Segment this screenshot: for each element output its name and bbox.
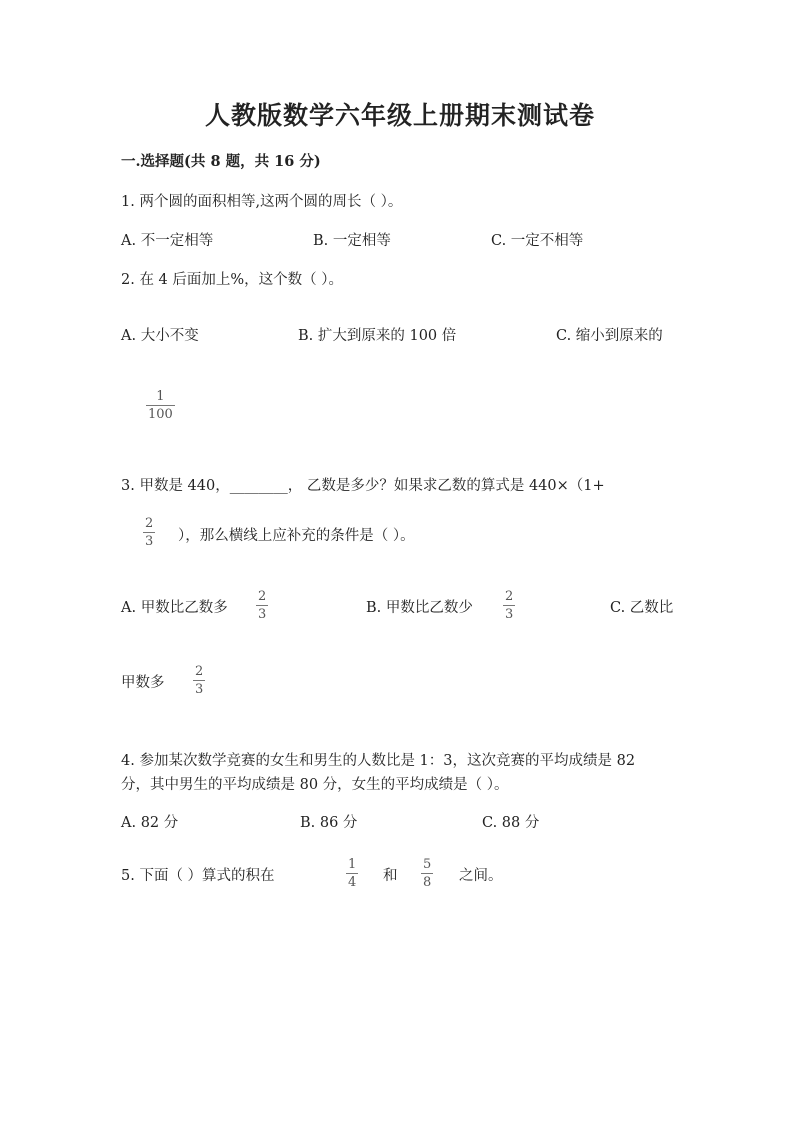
question-2-option-b[interactable]: B. 扩大到原来的 100 倍 [298,328,457,344]
question-4-option-b[interactable]: B. 86 分 [300,815,358,831]
fraction-numerator: 2 [505,589,514,604]
fraction-denominator: 3 [505,607,514,622]
fraction-denominator: 4 [348,875,357,890]
fraction-bar [193,680,205,681]
question-3-stem-fraction [143,516,155,549]
question-1-option-a[interactable]: A. 不一定相等 [121,233,214,249]
question-3-stem-line2: ），那么横线上应补充的条件是（ ）。 [178,528,415,544]
question-2-option-a[interactable]: A. 大小不变 [121,328,199,344]
question-1-option-b[interactable]: B. 一定相等 [313,233,391,249]
question-3-option-b[interactable]: B. 甲数比乙数少 [366,600,473,616]
question-3-option-c[interactable]: C. 乙数比 [610,600,674,616]
fraction-numerator: 1 [156,389,165,404]
fraction-bar [421,873,433,874]
fraction-numerator: 2 [258,589,267,604]
question-3-option-c-fraction [193,664,205,697]
fraction-bar [146,405,175,406]
question-4-stem-line1: 4. 参加某次数学竞赛的女生和男生的人数比是 1：3，这次竞赛的平均成绩是 82 [121,753,636,769]
fraction-bar [256,605,268,606]
question-3-option-b-fraction [503,589,515,622]
fraction-denominator: 3 [195,682,204,697]
question-4-stem-line2: 分，其中男生的平均成绩是 80 分，女生的平均成绩是（ ）。 [121,777,509,793]
question-2-option-c[interactable]: C. 缩小到原来的 [556,328,663,344]
question-5-fraction-2 [421,857,433,890]
fraction-denominator: 100 [148,407,173,422]
fraction-denominator: 8 [423,875,432,890]
fraction-numerator: 2 [145,516,154,531]
question-3-option-a[interactable]: A. 甲数比乙数多 [121,600,228,616]
question-3-option-a-fraction [256,589,268,622]
question-2-option-c-fraction [146,389,175,422]
question-5-and: 和 [383,868,398,884]
question-5-stem-start: 5. 下面（ ）算式的积在 [121,868,275,884]
fraction-bar [143,532,155,533]
fraction-denominator: 3 [145,534,154,549]
question-1-stem: 1. 两个圆的面积相等,这两个圆的周长（ ）。 [121,194,403,210]
fraction-bar [346,873,358,874]
question-5-fraction-1 [346,857,358,890]
question-4-option-c[interactable]: C. 88 分 [482,815,540,831]
fraction-bar [503,605,515,606]
fraction-numerator: 1 [348,857,357,872]
question-3-stem-line1: 3. 甲数是 440，________， 乙数是多少？如果求乙数的算式是 440×（1+ [121,478,605,494]
question-3-option-c-continued: 甲数多 [121,675,165,691]
question-5-stem-end: 之间。 [459,868,503,884]
question-1-option-c[interactable]: C. 一定不相等 [491,233,584,249]
fraction-numerator: 2 [195,664,204,679]
fraction-numerator: 5 [423,857,432,872]
question-4-option-a[interactable]: A. 82 分 [121,815,179,831]
page-title: 人教版数学六年级上册期末测试卷 [204,101,595,130]
question-2-stem: 2. 在 4 后面加上%，这个数（ ）。 [121,272,344,288]
section-heading: 一.选择题(共 8 题，共 16 分) [121,153,321,170]
fraction-denominator: 3 [258,607,267,622]
